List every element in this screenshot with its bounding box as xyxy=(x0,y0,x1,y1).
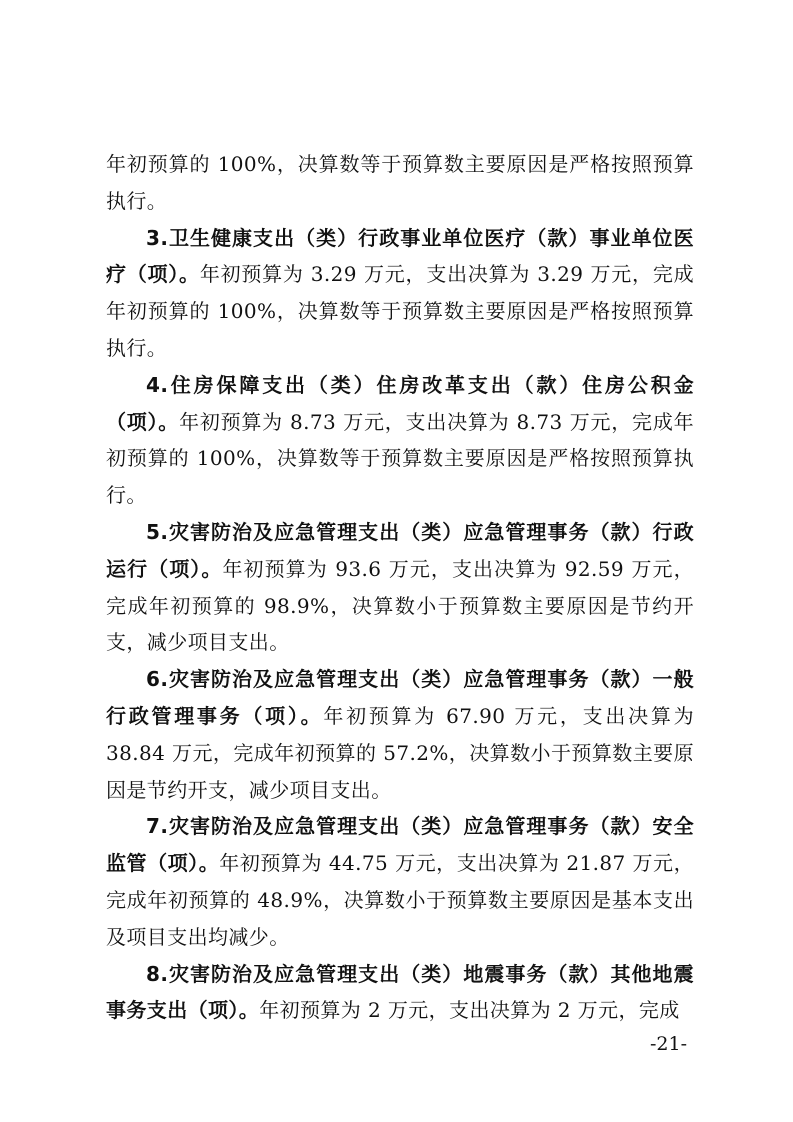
paragraph-text: 年初预算为 2 万元，支出决算为 2 万元，完成 xyxy=(259,998,680,1023)
paragraph-continuation xyxy=(106,146,694,220)
paragraph-item-8 xyxy=(106,956,694,1030)
item-heading: 6.灾害防治及应急管理支出（类）应急管理事务（款）一般行政管理事务（项）。 xyxy=(106,667,694,728)
paragraph-text: 年初预算的 100%，决算数等于预算数主要原因是严格按照预算执行。 xyxy=(106,152,694,213)
paragraph-item-7 xyxy=(106,808,694,955)
paragraph-item-3 xyxy=(106,220,694,367)
item-heading: 7.灾害防治及应急管理支出（类）应急管理事务（款）安全监管（项）。 xyxy=(106,814,694,876)
item-heading: 4.住房保障支出（类）住房改革支出（款）住房公积金（项）。 xyxy=(106,372,694,434)
item-heading: 8.灾害防治及应急管理支出（类）地震事务（款）其他地震事务支出（项）。 xyxy=(106,961,694,1023)
document-body xyxy=(106,146,694,1029)
paragraph-item-6 xyxy=(106,661,694,808)
page-number: -21- xyxy=(650,1033,688,1055)
item-heading: 5.灾害防治及应急管理支出（类）应急管理事务（款）行政运行（项）。 xyxy=(106,519,694,581)
paragraph-text: 年初预算为 3.29 万元，支出决算为 3.29 万元，完成年初预算的 100%，决算数等于预算数主要原因是严格按照预算执行。 xyxy=(106,262,694,360)
paragraph-text: 年初预算为 93.6 万元，支出决算为 92.59 万元，完成年初预算的 98.9%，决算数小于预算数主要原因是节约开支，减少项目支出。 xyxy=(106,556,694,655)
paragraph-text: 年初预算为 67.90 万元，支出决算为 38.84 万元，完成年初预算的 57.2%，决算数小于预算数主要原因是节约开支，减少项目支出。 xyxy=(106,703,694,802)
paragraph-item-4 xyxy=(106,367,694,514)
paragraph-text: 年初预算为 44.75 万元，支出决算为 21.87 万元，完成年初预算的 48.9%，决算数小于预算数主要原因是基本支出及项目支出均减少。 xyxy=(106,851,694,949)
paragraph-item-5 xyxy=(106,514,694,661)
item-heading: 3.卫生健康支出（类）行政事业单位医疗（款）事业单位医疗（项）。 xyxy=(106,225,694,287)
paragraph-text: 年初预算为 8.73 万元，支出决算为 8.73 万元，完成年初预算的 100%，决算数等于预算数主要原因是严格按照预算执行。 xyxy=(106,409,694,508)
